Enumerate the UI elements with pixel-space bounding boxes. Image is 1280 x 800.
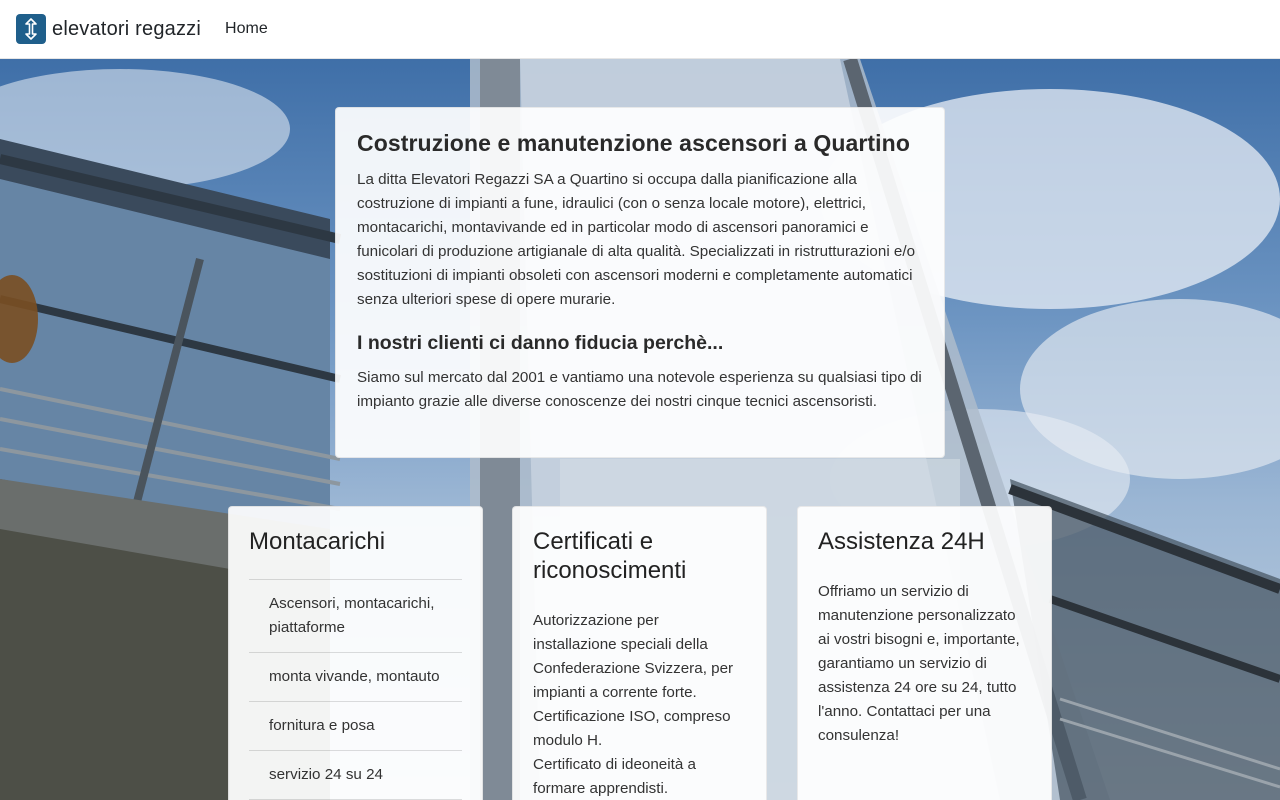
assistenza-text: Offriamo un servizio di manutenzione personalizzato ai vostri bisogni e, importante, garantiamo un servizio di assistenza 24 ore su 24, tutto l'anno. Contattaci per una consulenza!	[818, 583, 1020, 744]
list-item: servizio 24 su 24	[249, 751, 462, 800]
brand-name: elevatori regazzi	[52, 17, 202, 40]
intro-card	[335, 107, 945, 458]
montacarichi-list	[249, 579, 462, 800]
certificati-card	[512, 506, 767, 800]
certificati-line: Autorizzazione per installazione speciali della Confederazione Svizzera, per impianti a corrente forte.	[533, 612, 734, 701]
certificati-line: Certificazione ISO, compreso modulo H.	[533, 708, 731, 749]
montacarichi-title: Montacarichi	[249, 528, 386, 555]
assistenza-card	[797, 506, 1052, 800]
brand-link[interactable]	[16, 14, 201, 44]
assistenza-title: Assistenza 24H	[818, 528, 985, 555]
montacarichi-card	[228, 506, 483, 800]
list-item: fornitura e posa	[249, 702, 462, 751]
navbar	[0, 0, 1280, 59]
intro-paragraph: La ditta Elevatori Regazzi SA a Quartino si occupa dalla pianificazione alla costruzione di impianti a fune, idraulici (con o senza locale motore), elettrici, montacarichi, montavivande ed in particolar modo di ascensori panoramici e funicolari di produzione artigianale di alta qualità. Specializzati in ristrutturazioni e/o sostituzioni di impianti obsoleti con ascensori moderni e completamente automatici senza ulteriori spese di opere murarie.	[357, 171, 916, 308]
certificati-line: Certificato di ideoneità a formare apprendisti.	[533, 756, 696, 797]
intro-title: Costruzione e manutenzione ascensori a Quartino	[357, 130, 910, 156]
list-item: Ascensori, montacarichi, piattaforme	[249, 580, 462, 653]
certificati-title: Certificati e riconoscimenti	[533, 528, 687, 584]
intro-subtitle: I nostri clienti ci danno fiducia perchè...	[357, 332, 724, 354]
list-item: monta vivande, montauto	[249, 653, 462, 702]
nav-home-link[interactable]: Home	[225, 20, 268, 37]
elevator-arrows-icon	[16, 14, 46, 44]
intro-subparagraph: Siamo sul mercato dal 2001 e vantiamo una notevole esperienza su qualsiasi tipo di impianto grazie alle diverse conoscenze dei nostri cinque tecnici ascensoristi.	[357, 369, 922, 410]
certificati-text	[533, 609, 746, 800]
